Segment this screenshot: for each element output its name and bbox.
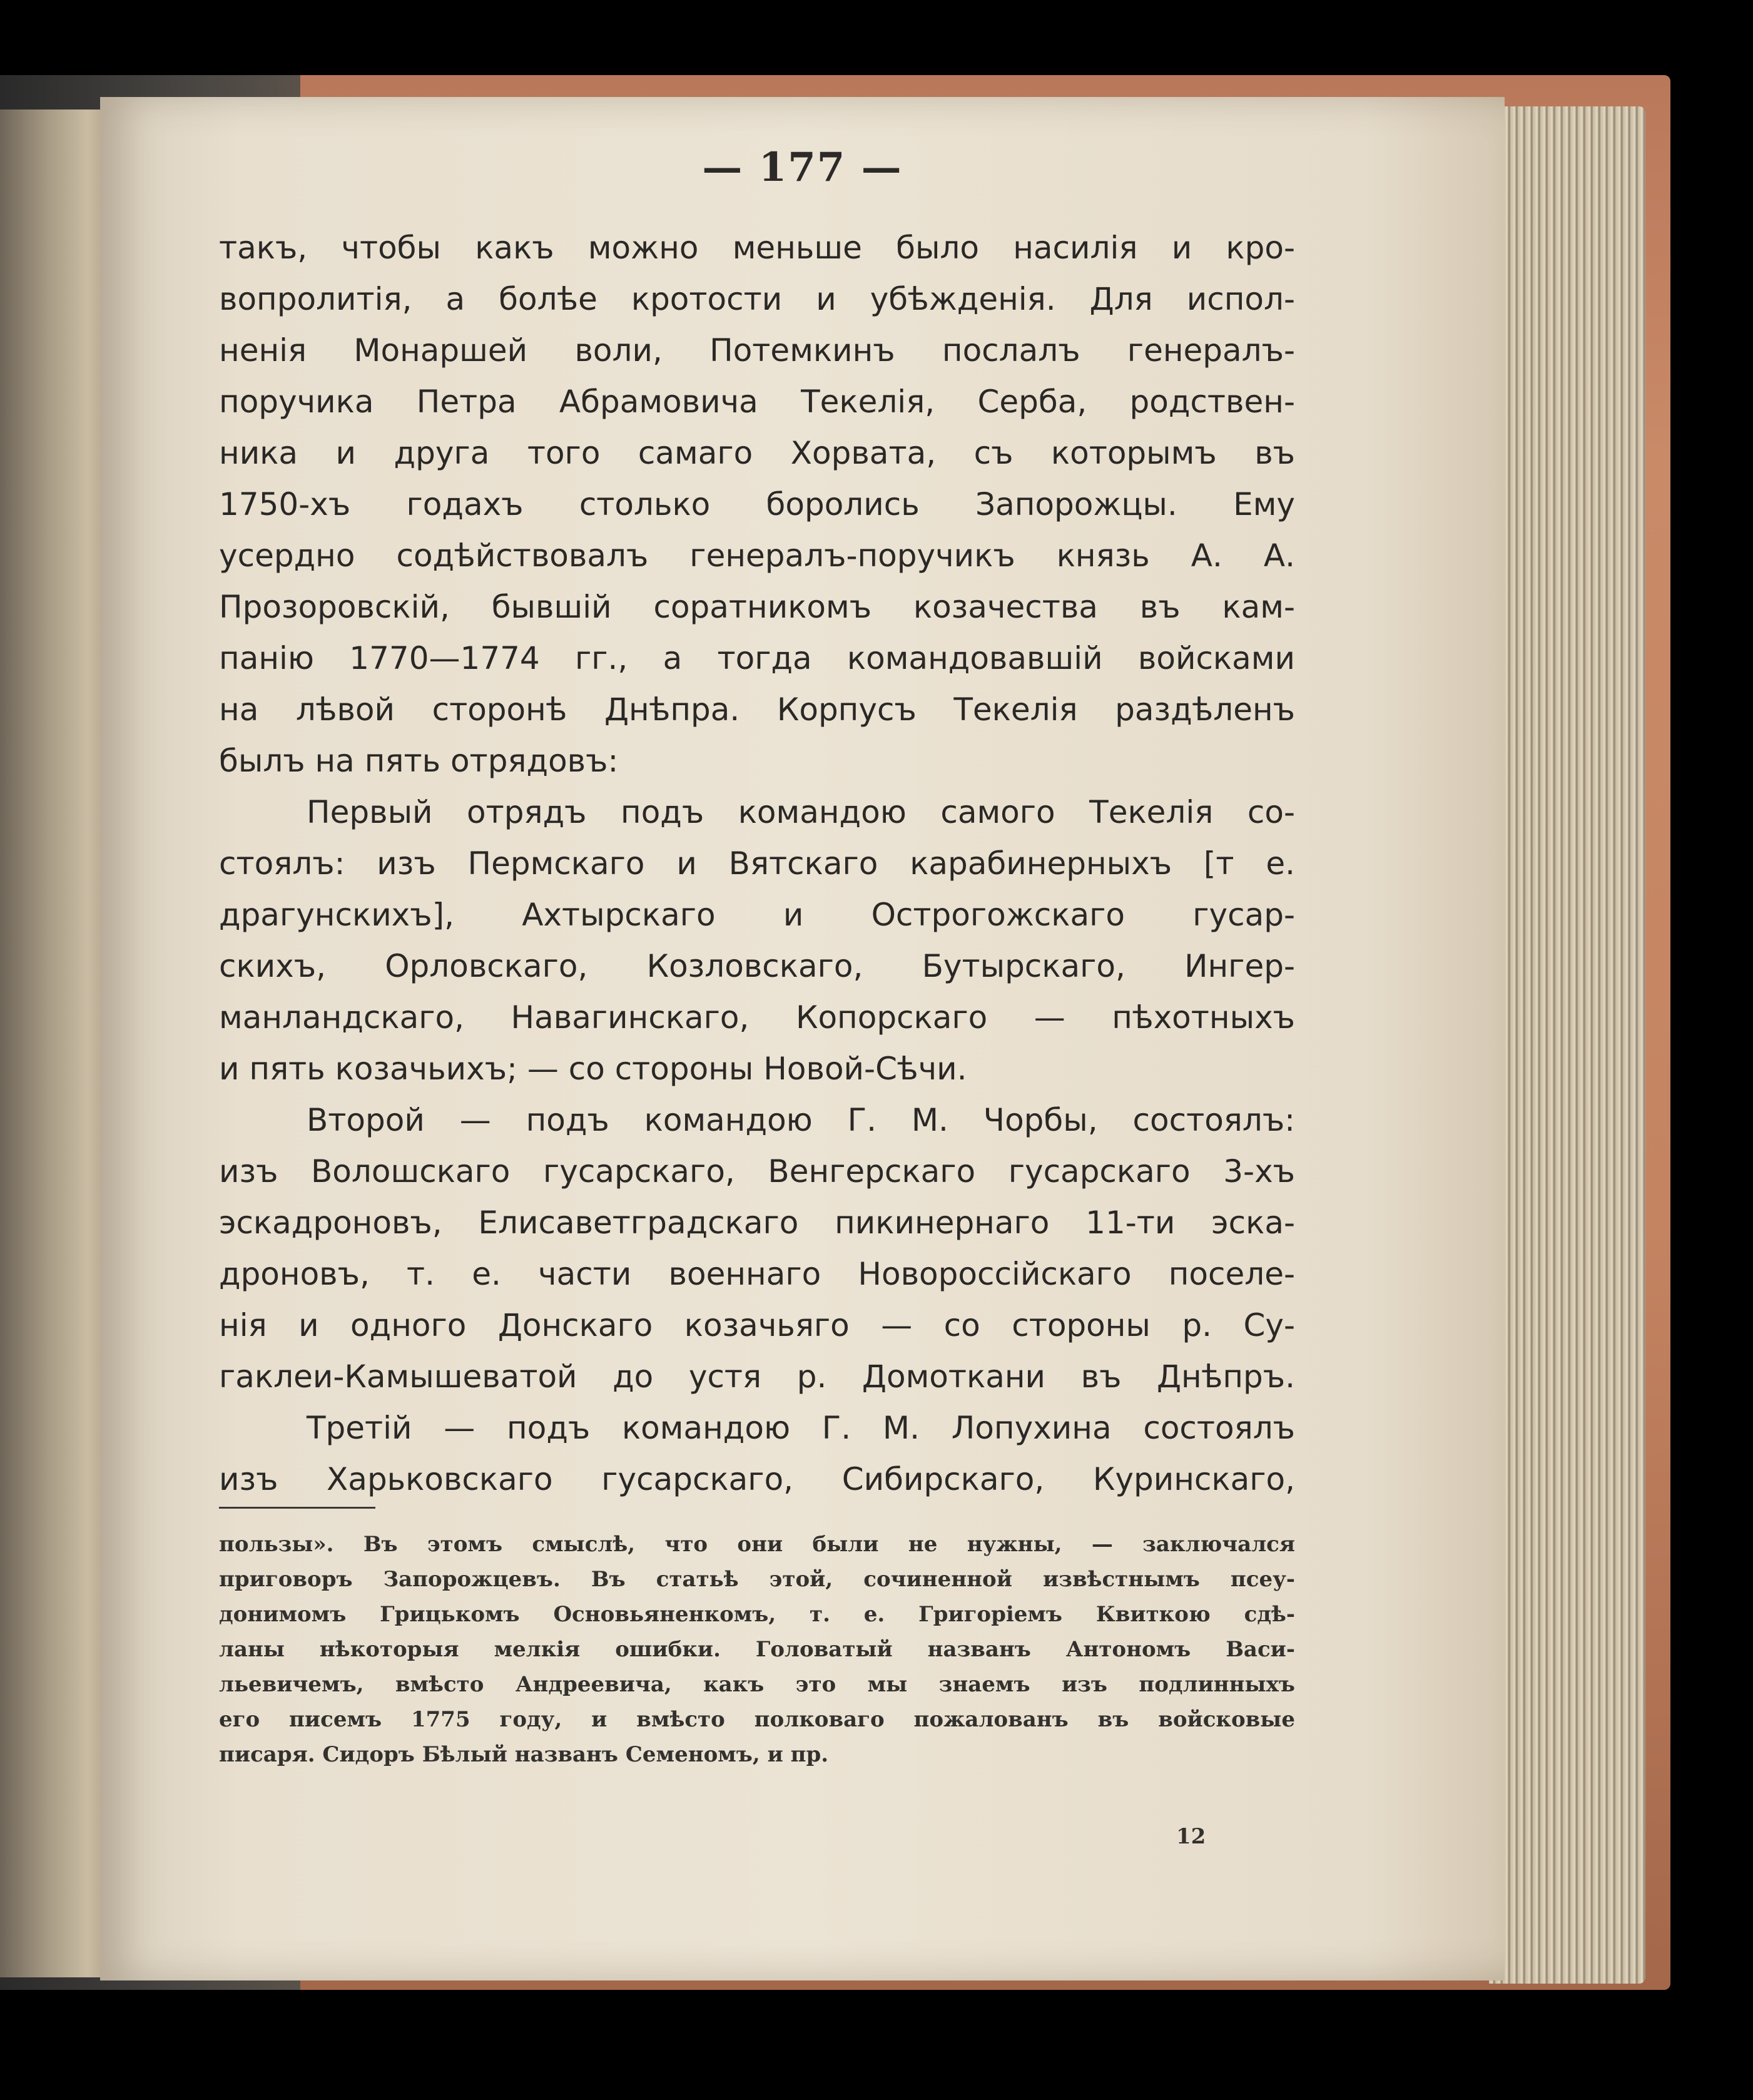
text-line: стоялъ: изъ Пермскаго и Вятскаго карабинерныхъ [т е. (219, 845, 1295, 882)
main-text (219, 222, 1295, 1505)
text-line: дроновъ, т. е. части военнаго Новороссійскаго поселе- (219, 1256, 1295, 1292)
text-line: на лѣвой сторонѣ Днѣпра. Корпусъ Текелія раздѣленъ (219, 691, 1295, 728)
text-line: поручика Петра Абрамовича Текелія, Серба, родствен- (219, 384, 1295, 420)
text-line: Второй — подъ командою Г. М. Чорбы, состоялъ: (307, 1102, 1295, 1138)
text-line: гаклеи-Камышеватой до устя р. Домоткани въ Днѣпръ. (219, 1358, 1295, 1395)
signature-mark: 12 (1176, 1824, 1206, 1849)
footnote-line: донимомъ Грицькомъ Основьяненкомъ, т. е. Григоріемъ Квиткою сдѣ- (219, 1602, 1295, 1627)
text-line: изъ Харьковскаго гусарскаго, Сибирскаго, Куринскаго, (219, 1461, 1295, 1497)
text-line: панію 1770—1774 гг., а тогда командовавшій войсками (219, 640, 1295, 676)
text-line: Прозоровскій, бывшій соратникомъ козачества въ кам- (219, 589, 1295, 625)
book-page (100, 97, 1505, 1980)
text-line: ника и друга того самаго Хорвата, съ которымъ въ (219, 435, 1295, 471)
text-line: ненія Монаршей воли, Потемкинъ послалъ генералъ- (219, 332, 1295, 369)
footnote-line: писаря. Сидоръ Бѣлый названъ Семеномъ, и пр. (219, 1742, 829, 1767)
text-line: и пять козачьихъ; — со стороны Новой-Сѣчи. (219, 1051, 967, 1087)
text-line: Третій — подъ командою Г. М. Лопухина состоялъ (307, 1410, 1295, 1446)
text-line: эскадроновъ, Елисаветградскаго пикинернаго 11-ти эска- (219, 1205, 1295, 1241)
text-line: скихъ, Орловскаго, Козловскаго, Бутырскаго, Ингер- (219, 948, 1295, 984)
text-line: нія и одного Донскаго козачьяго — со стороны р. Су- (219, 1307, 1295, 1343)
footnote-line: его писемъ 1775 году, и вмѣсто полковаго пожалованъ въ войсковые (219, 1707, 1295, 1732)
text-line: Первый отрядъ подъ командою самого Текелія со- (307, 794, 1295, 830)
footnote-line: льевичемъ, вмѣсто Андреевича, какъ это мы знаемъ изъ подлинныхъ (219, 1672, 1295, 1697)
page-number-header: — 177 — (702, 144, 903, 191)
text-line: изъ Волошскаго гусарскаго, Венгерскаго гусарскаго 3-хъ (219, 1153, 1295, 1190)
page-block-edges (1489, 106, 1645, 1984)
footnote-line: приговоръ Запорожцевъ. Въ статьѣ этой, сочиненной извѣстнымъ псеу- (219, 1567, 1295, 1592)
text-line: такъ, чтобы какъ можно меньше было насилія и кро- (219, 230, 1295, 266)
text-line: вопролитія, а болѣе кротости и убѣжденія. Для испол- (219, 281, 1295, 317)
text-line: драгунскихъ], Ахтырскаго и Острогожскаго гусар- (219, 897, 1295, 933)
text-line: усердно содѣйствовалъ генералъ-поручикъ князь А. А. (219, 538, 1295, 574)
footnote-line: ланы нѣкоторыя мелкія ошибки. Головатый названъ Антономъ Васи- (219, 1637, 1295, 1662)
left-page-edge (0, 110, 109, 1977)
footnote-divider (219, 1507, 375, 1509)
footnote-text (219, 1527, 1295, 1772)
text-line: былъ на пять отрядовъ: (219, 743, 619, 779)
footnote-line: пользы». Въ этомъ смыслѣ, что они были не нужны, — заключался (219, 1532, 1295, 1557)
text-line: 1750-хъ годахъ столько боролись Запорожцы. Ему (219, 486, 1295, 522)
text-line: манландскаго, Навагинскаго, Копорскаго — пѣхотныхъ (219, 999, 1295, 1036)
